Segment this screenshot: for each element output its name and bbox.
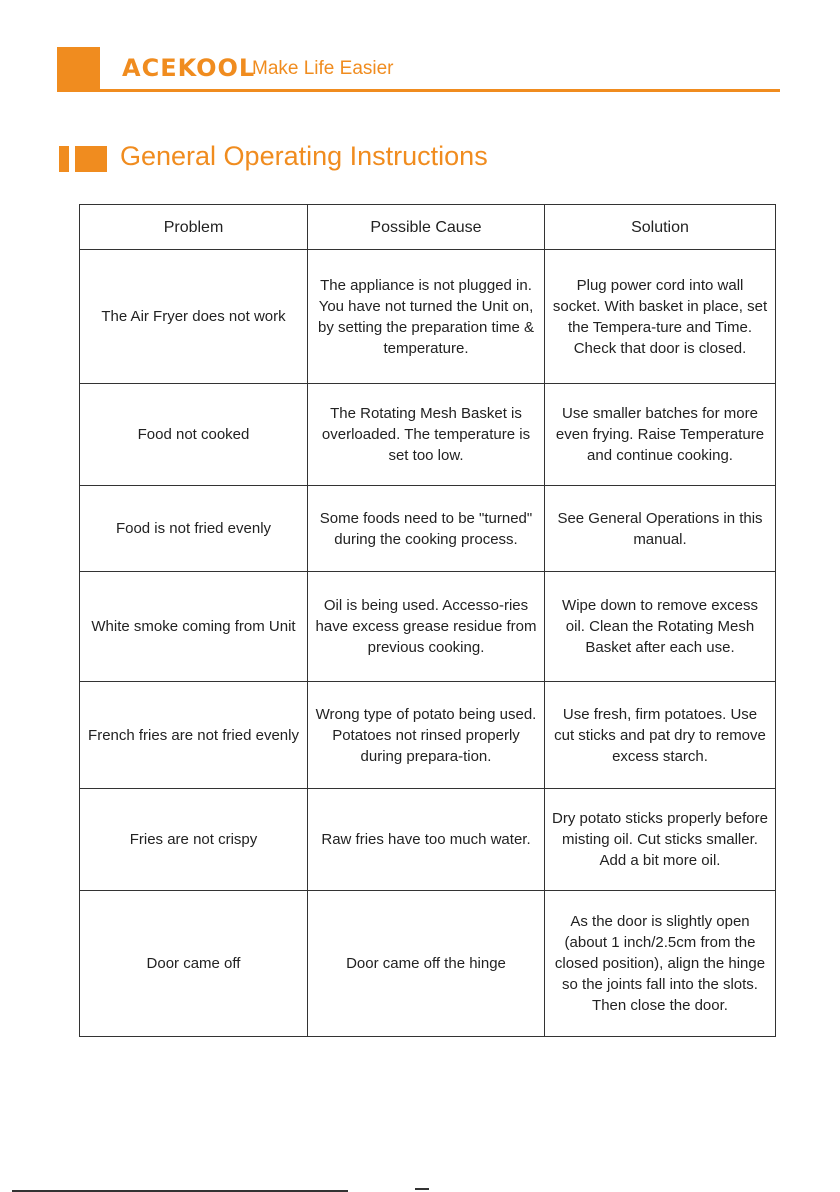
cause-cell: The Rotating Mesh Basket is overloaded. The temperature is set too low. [308,384,545,486]
cause-cell: The appliance is not plugged in. You have not turned the Unit on, by setting the preparation time & temperature. [308,250,545,384]
cause-cell: Wrong type of potato being used. Potatoes not rinsed properly during prepara-tion. [308,682,545,789]
solution-cell: Use fresh, firm potatoes. Use cut sticks and pat dry to remove excess starch. [545,682,776,789]
cause-cell: Oil is being used. Accesso-ries have excess grease residue from previous cooking. [308,572,545,682]
problem-cell: The Air Fryer does not work [80,250,308,384]
brand-tagline: Make Life Easier [252,58,394,79]
section-marker-small [59,146,69,172]
solution-cell: Dry potato sticks properly before misting oil. Cut sticks smaller. Add a bit more oil. [545,789,776,891]
table-row [80,682,776,789]
solution-cell: See General Operations in this manual. [545,486,776,572]
section-marker-large [75,146,107,172]
solution-cell: As the door is slightly open (about 1 inch/2.5cm from the closed position), align the hinge so the joints fall into the slots. Then close the door. [545,891,776,1037]
table-row [80,486,776,572]
column-header-cause: Possible Cause [308,205,545,250]
cause-cell: Raw fries have too much water. [308,789,545,891]
table-row [80,572,776,682]
problem-cell: Door came off [80,891,308,1037]
table-row [80,250,776,384]
column-header-solution: Solution [545,205,776,250]
page-marker [415,1188,429,1190]
table-header-row [80,205,776,250]
column-header-problem: Problem [80,205,308,250]
problem-cell: Food is not fried evenly [80,486,308,572]
table-row [80,384,776,486]
problem-cell: White smoke coming from Unit [80,572,308,682]
troubleshooting-table [79,204,776,1037]
cause-cell: Some foods need to be "turned" during the cooking process. [308,486,545,572]
solution-cell: Wipe down to remove excess oil. Clean the Rotating Mesh Basket after each use. [545,572,776,682]
section-title: General Operating Instructions [120,141,488,171]
cause-cell: Door came off the hinge [308,891,545,1037]
brand-logo: ACEKOOL [122,54,256,82]
solution-cell: Use smaller batches for more even frying. Raise Temperature and continue cooking. [545,384,776,486]
problem-cell: Food not cooked [80,384,308,486]
header-accent-block [57,47,100,92]
solution-cell: Plug power cord into wall socket. With basket in place, set the Tempera-ture and Time. Check that door is closed. [545,250,776,384]
problem-cell: Fries are not crispy [80,789,308,891]
problem-cell: French fries are not fried evenly [80,682,308,789]
table-row [80,891,776,1037]
table-row [80,789,776,891]
header-rule [100,89,780,92]
